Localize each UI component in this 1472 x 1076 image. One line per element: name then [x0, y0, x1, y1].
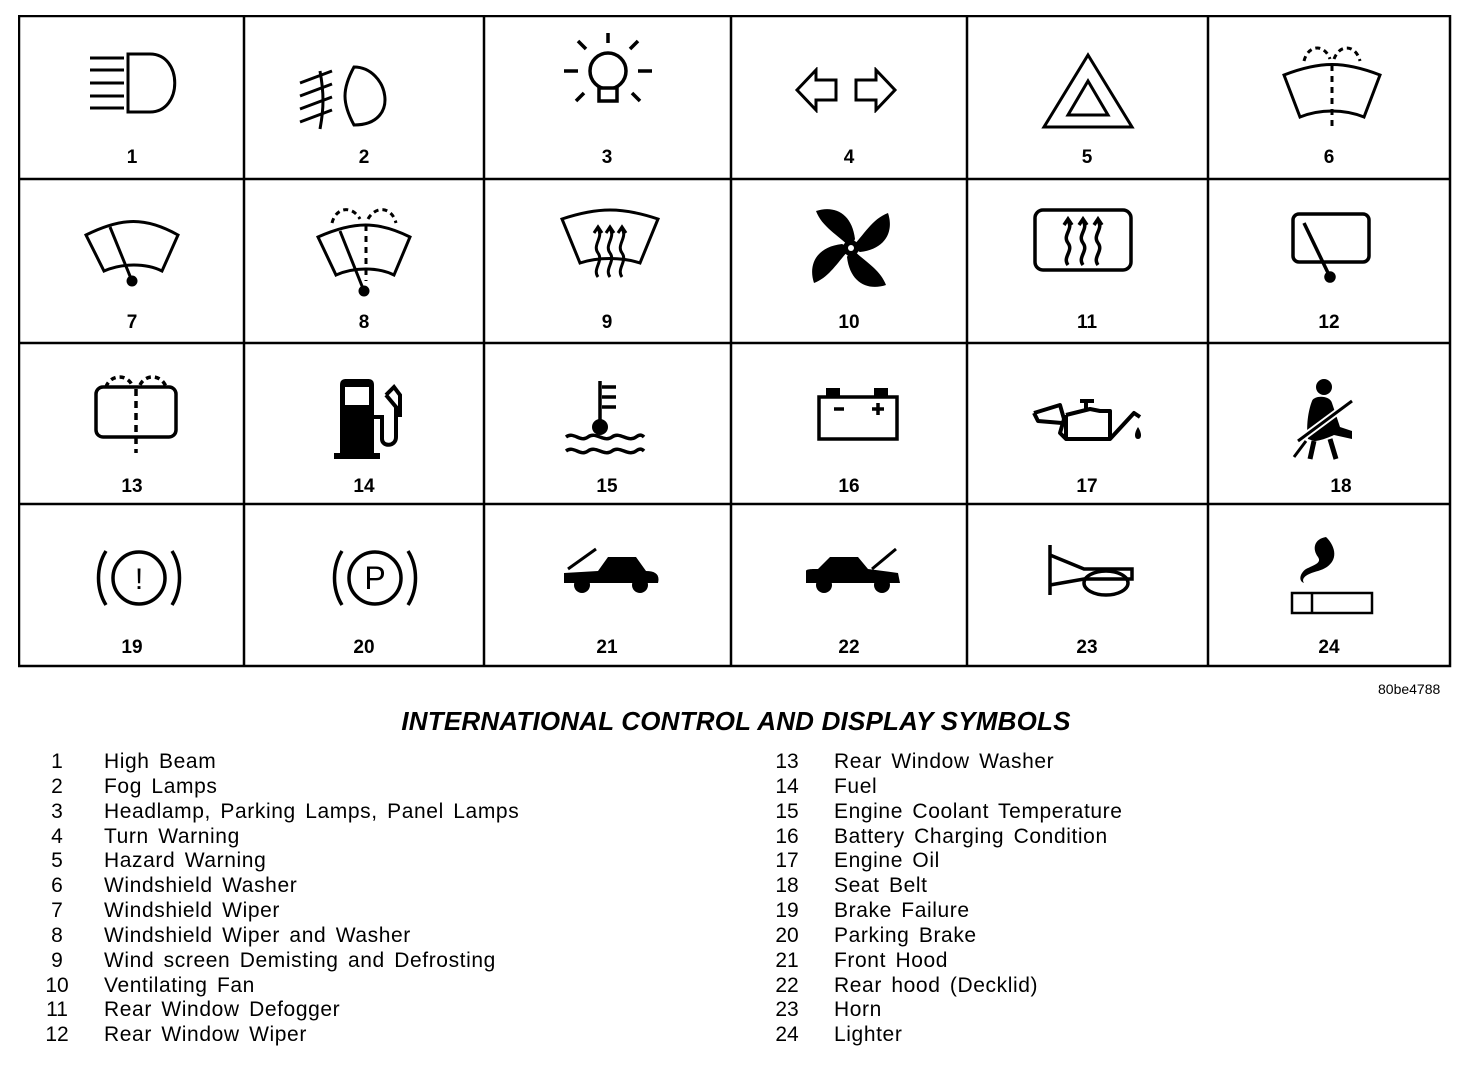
legend-item	[752, 974, 1123, 999]
legend-label: Headlamp, Parking Lamps, Panel Lamps	[104, 799, 520, 823]
legend-label: Horn	[834, 998, 882, 1022]
turn-warning-icon	[794, 67, 898, 113]
legend-item	[752, 874, 1123, 899]
legend-number: 16	[775, 824, 799, 848]
symbol-number-2: 2	[358, 147, 370, 168]
legend-item	[22, 800, 519, 825]
symbol-number-1: 1	[126, 147, 138, 168]
legend-item	[22, 949, 519, 974]
symbol-number-12: 12	[1318, 312, 1340, 333]
symbol-number-11: 11	[1076, 312, 1098, 333]
legend-label: Fuel	[834, 774, 878, 798]
legend-number: 24	[775, 1023, 799, 1047]
legend-item	[752, 775, 1123, 800]
legend-label: Windshield Washer	[104, 874, 298, 898]
legend-item	[22, 849, 519, 874]
legend-label: Ventilating Fan	[104, 973, 255, 997]
coolant-temperature-icon	[562, 377, 648, 463]
ventilating-fan-icon	[808, 205, 894, 291]
legend-label: Rear Window Wiper	[104, 1023, 307, 1047]
windshield-washer-icon	[1280, 41, 1384, 131]
legend-item	[22, 775, 519, 800]
symbol-number-15: 15	[596, 476, 618, 497]
legend-item	[752, 800, 1123, 825]
legend-label: Engine Coolant Temperature	[834, 799, 1123, 823]
legend-label: Wind screen Demisting and Defrosting	[104, 948, 496, 972]
legend-item	[752, 998, 1123, 1023]
symbol-number-8: 8	[358, 312, 370, 333]
hazard-warning-icon	[1038, 51, 1138, 131]
windscreen-defrost-icon	[558, 207, 662, 287]
legend-number: 14	[775, 774, 799, 798]
symbol-number-7: 7	[126, 312, 138, 333]
wiper-washer-icon	[314, 201, 418, 301]
legend-number: 8	[51, 923, 63, 947]
symbol-number-9: 9	[601, 312, 613, 333]
legend-label: Windshield Wiper and Washer	[104, 923, 411, 947]
symbol-number-17: 17	[1076, 476, 1098, 497]
legend-label: Windshield Wiper	[104, 899, 280, 923]
page-title: INTERNATIONAL CONTROL AND DISPLAY SYMBOLS	[401, 706, 1071, 736]
legend-label: Seat Belt	[834, 874, 928, 898]
symbol-number-20: 20	[353, 637, 375, 658]
legend-label: Parking Brake	[834, 923, 977, 947]
symbol-number-22: 22	[838, 637, 860, 658]
legend-item	[752, 750, 1123, 775]
legend-label: Engine Oil	[834, 849, 940, 873]
legend-label: High Beam	[104, 750, 217, 773]
seat-belt-icon	[1290, 377, 1370, 463]
legend-item	[22, 998, 519, 1023]
legend-item	[22, 924, 519, 949]
symbol-number-13: 13	[121, 476, 143, 497]
legend-number: 15	[775, 799, 799, 823]
windshield-wiper-icon	[82, 215, 186, 295]
legend-number: 3	[51, 799, 63, 823]
symbol-number-4: 4	[843, 147, 855, 168]
symbol-number-24: 24	[1318, 637, 1340, 658]
legend-item	[22, 1023, 519, 1048]
legend-item	[22, 874, 519, 899]
symbol-number-21: 21	[596, 637, 618, 658]
legend-label: Turn Warning	[104, 824, 240, 848]
legend-item	[752, 949, 1123, 974]
legend-item	[752, 1023, 1123, 1048]
symbol-number-6: 6	[1323, 147, 1335, 168]
symbol-number-10: 10	[838, 312, 860, 333]
symbol-number-18: 18	[1330, 476, 1352, 497]
symbol-number-14: 14	[353, 476, 375, 497]
legend-number: 4	[51, 824, 63, 848]
legend-number: 9	[51, 948, 63, 972]
legend-label: Brake Failure	[834, 899, 970, 923]
legend-item	[22, 750, 519, 775]
legend-item	[752, 899, 1123, 924]
legend-item	[22, 899, 519, 924]
grid-lines	[18, 15, 1452, 669]
legend-label: Rear hood (Decklid)	[834, 973, 1039, 997]
legend-number: 20	[775, 923, 799, 947]
exclamation-glyph: !	[134, 563, 144, 596]
legend-number: 19	[775, 899, 799, 923]
legend-label: Rear Window Washer	[834, 750, 1055, 773]
fog-lamps-icon	[298, 63, 398, 133]
fuel-icon	[334, 377, 414, 461]
legend-number: 13	[775, 750, 799, 773]
rear-wiper-icon	[1290, 211, 1374, 287]
symbol-number-16: 16	[838, 476, 860, 497]
legend-item	[752, 825, 1123, 850]
legend-number: 11	[46, 998, 68, 1022]
battery-icon	[816, 385, 902, 445]
symbol-number-23: 23	[1076, 637, 1098, 658]
symbol-number-3: 3	[601, 147, 613, 168]
legend-number: 6	[51, 874, 63, 898]
legend-number: 2	[51, 774, 63, 798]
legend-label: Battery Charging Condition	[834, 824, 1108, 848]
symbol-number-5: 5	[1081, 147, 1093, 168]
front-hood-icon	[562, 547, 662, 597]
legend-left-column	[22, 750, 519, 1048]
legend-label: Fog Lamps	[104, 774, 218, 798]
brake-failure-icon	[94, 543, 184, 613]
rear-washer-icon	[92, 371, 182, 457]
headlamp-icon	[558, 29, 658, 119]
horn-icon	[1044, 543, 1138, 603]
engine-oil-icon	[1030, 391, 1146, 451]
legend-item	[752, 849, 1123, 874]
legend-label: Hazard Warning	[104, 849, 267, 873]
legend-number: 1	[51, 750, 63, 773]
legend-number: 17	[775, 849, 799, 873]
high-beam-icon	[88, 50, 188, 120]
legend-item	[22, 825, 519, 850]
rear-hood-icon	[802, 547, 902, 597]
legend-label: Rear Window Defogger	[104, 998, 341, 1022]
legend-number: 7	[51, 899, 63, 923]
legend-number: 23	[775, 998, 799, 1022]
legend-number: 12	[45, 1023, 69, 1047]
legend-right-column	[752, 750, 1123, 1048]
p-glyph: P	[364, 560, 386, 596]
legend-number: 21	[775, 948, 799, 972]
symbol-number-19: 19	[121, 637, 143, 658]
legend-label: Lighter	[834, 1023, 903, 1047]
legend-item	[22, 974, 519, 999]
figure-reference-code: 80be4788	[1378, 681, 1441, 697]
rear-defogger-icon	[1032, 207, 1134, 283]
legend-label: Front Hood	[834, 948, 949, 972]
legend-number: 22	[775, 973, 799, 997]
legend-item	[752, 924, 1123, 949]
legend-number: 18	[775, 874, 799, 898]
legend-number: 10	[45, 973, 69, 997]
lighter-icon	[1288, 535, 1378, 619]
parking-brake-icon	[330, 543, 420, 613]
legend-number: 5	[51, 849, 63, 873]
